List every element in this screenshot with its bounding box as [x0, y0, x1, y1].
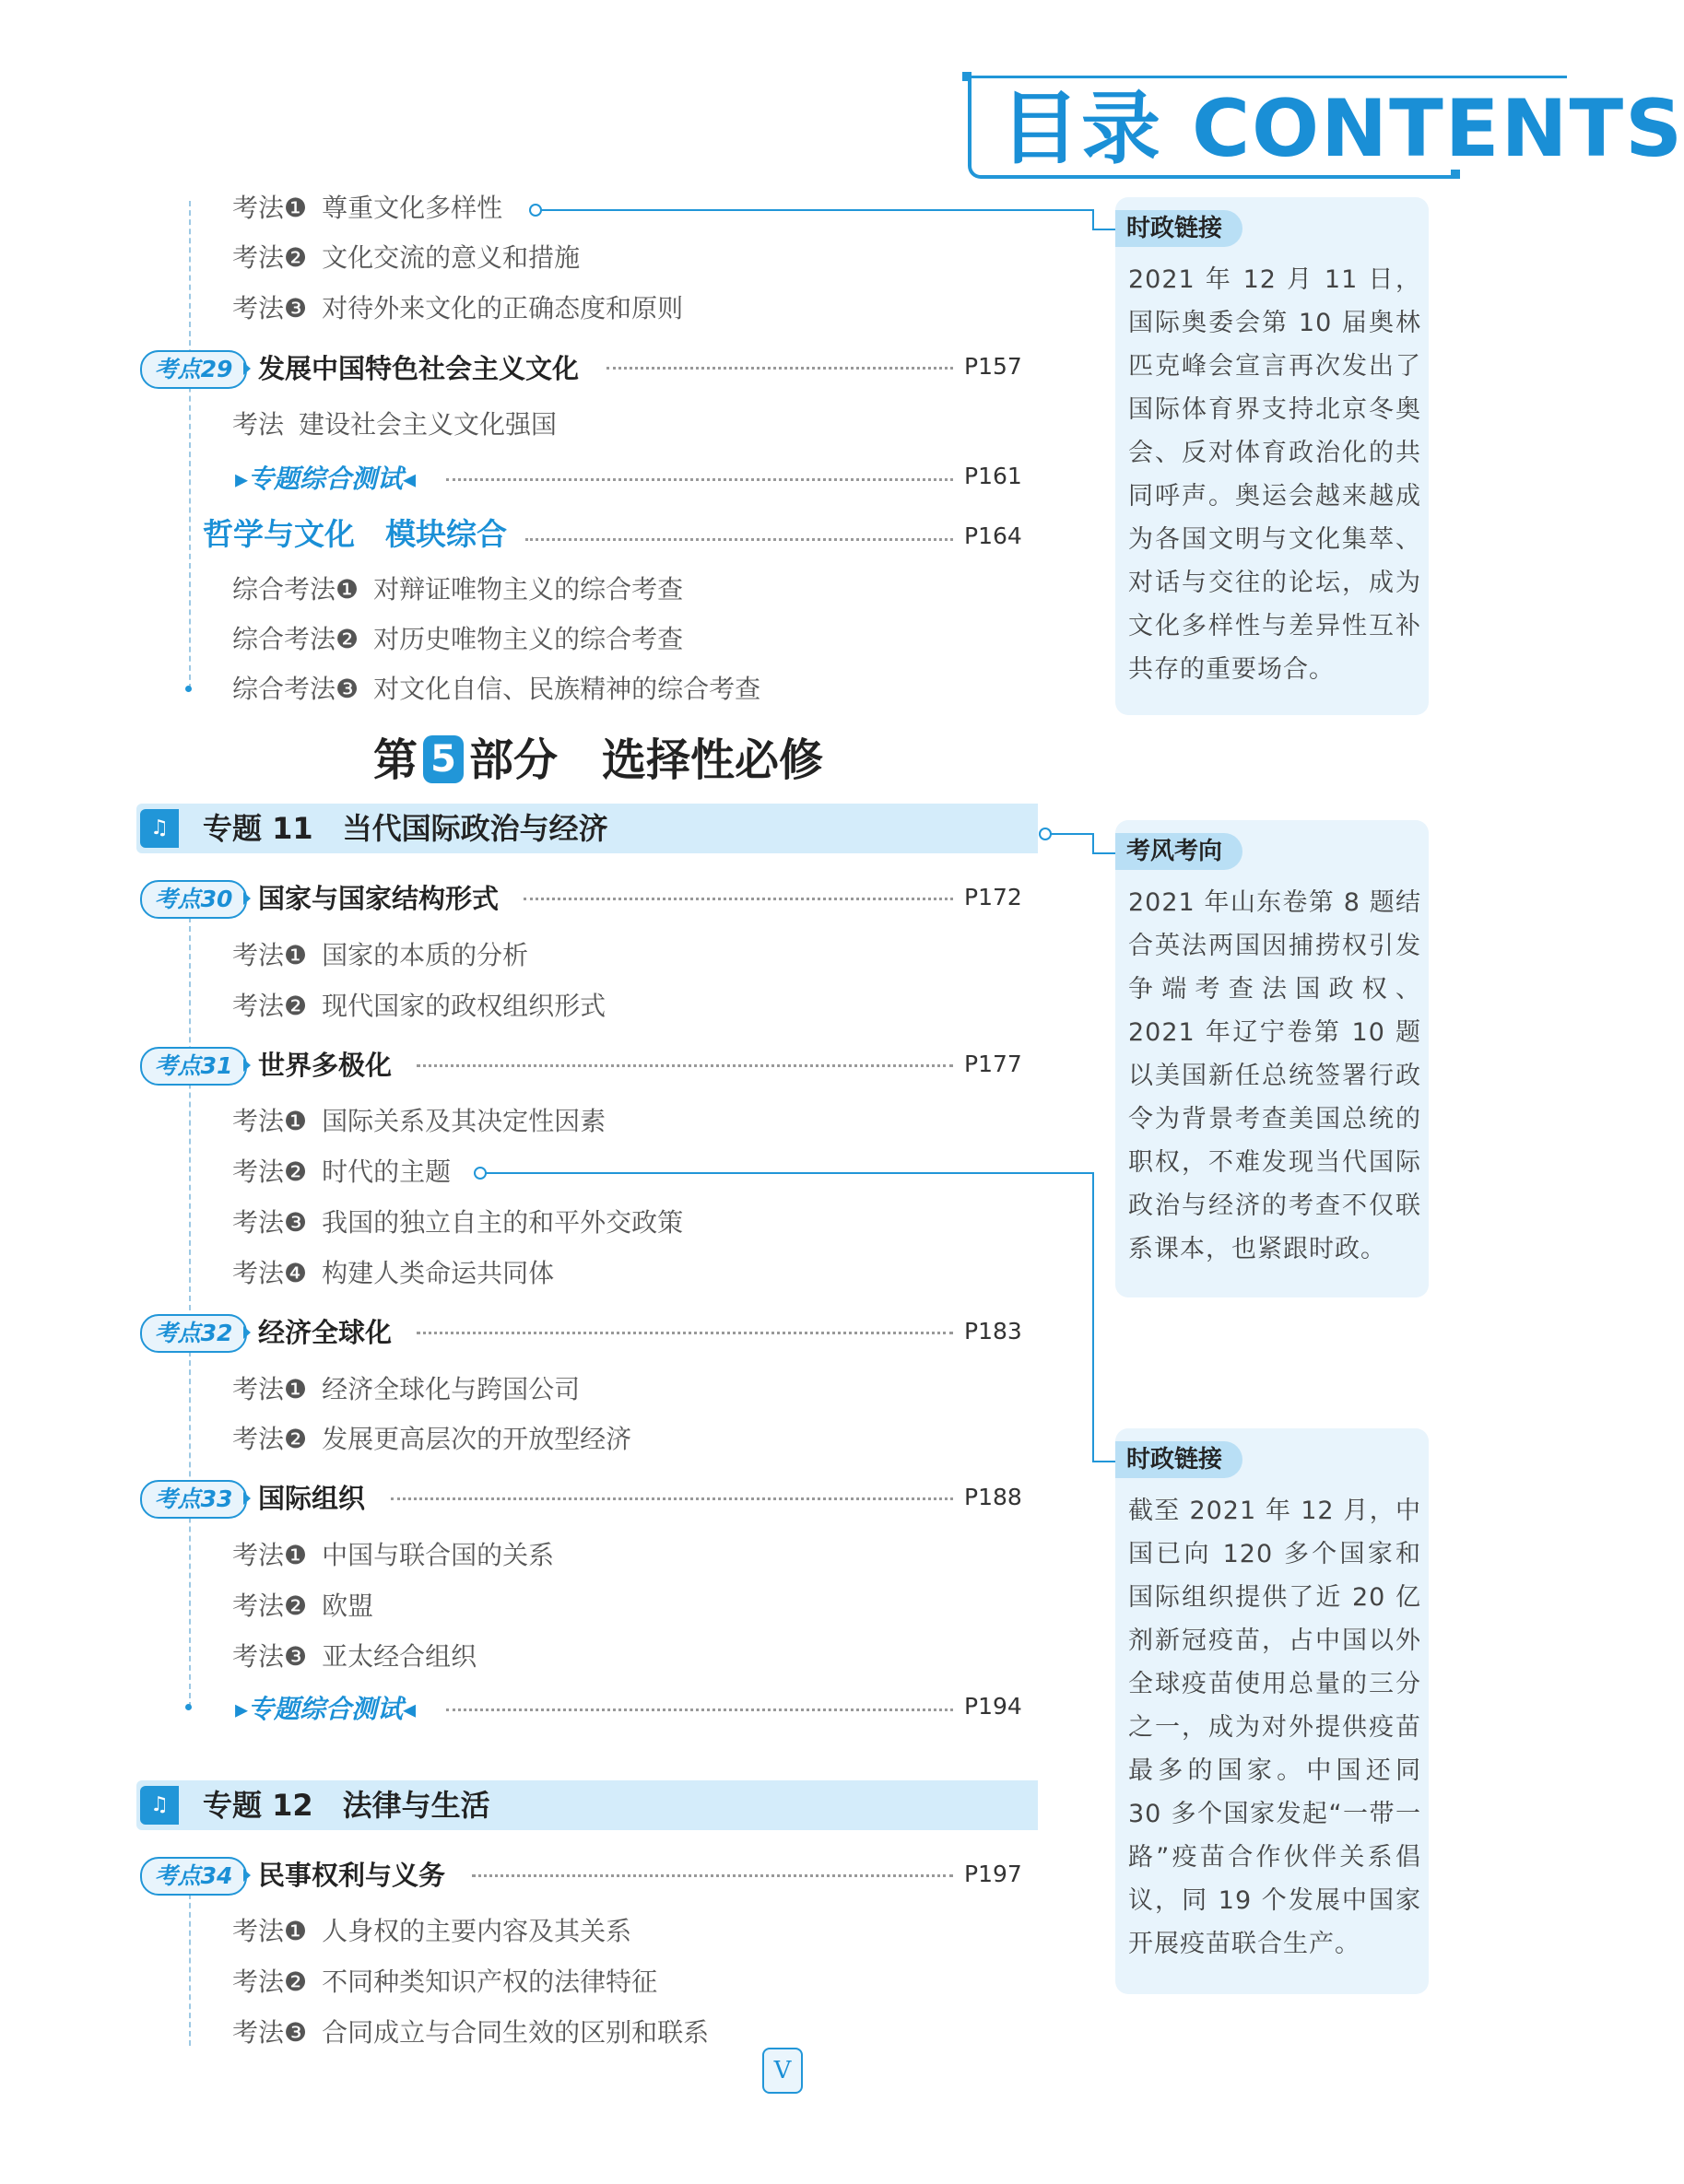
connector-line [1092, 852, 1118, 854]
connector-line [1092, 1461, 1118, 1462]
side-note-tag: 时政链接 [1115, 210, 1242, 247]
topic-test-link[interactable]: ▸专题综合测试◂ [235, 1694, 417, 1724]
list-item[interactable]: 考法❷ 文化交流的意义和措施 [232, 242, 581, 273]
arrow-icon [243, 892, 251, 905]
page-number: P183 [964, 1318, 1022, 1344]
list-item[interactable]: 考法❸ 亚太经合组织 [232, 1641, 477, 1672]
topic-band-12[interactable] [136, 1780, 1038, 1830]
list-item[interactable]: 考法❸ 对待外来文化的正确态度和原则 [232, 293, 684, 323]
list-item[interactable]: 综合考法❸ 对文化自信、民族精神的综合考查 [232, 674, 761, 704]
connector-line [485, 1172, 1093, 1174]
kp-badge: 考点30 [140, 880, 247, 919]
leader-dots [524, 898, 953, 900]
connector-line [1092, 833, 1094, 853]
leader-dots [525, 538, 953, 541]
arrow-icon [243, 1869, 251, 1882]
kp-title: 经济全球化 [258, 1317, 393, 1348]
list-item[interactable]: 考法❷ 现代国家的政权组织形式 [232, 991, 606, 1021]
kp-badge: 考点33 [140, 1480, 247, 1519]
kp-badge: 考点29 [140, 350, 247, 389]
list-item[interactable]: 考法❹ 构建人类命运共同体 [232, 1258, 555, 1288]
connector-line [1050, 833, 1092, 835]
page-number: P188 [964, 1484, 1022, 1510]
page-number-badge: V [762, 2048, 803, 2094]
page-number: P157 [964, 353, 1022, 380]
arrow-icon [243, 362, 251, 375]
page-number: P164 [964, 523, 1022, 549]
topic-icon: ♫ [140, 1786, 179, 1825]
page-number: P197 [964, 1861, 1022, 1887]
page-title: 目录 CONTENTS [1000, 83, 1684, 175]
list-item[interactable]: 考法❶ 人身权的主要内容及其关系 [232, 1916, 632, 1946]
guide-line [189, 201, 191, 689]
list-item[interactable]: 综合考法❷ 对历史唯物主义的综合考查 [232, 624, 684, 654]
module-title[interactable]: 哲学与文化 模块综合 [203, 516, 507, 552]
page-footer [751, 2044, 812, 2108]
topic-title: 专题 12 法律与生活 [203, 1788, 490, 1823]
side-note-text: 2021 年 12 月 11 日，国际奥委会第 10 届奥林匹克峰会宣言再次发出了国际体育界支持北京冬奥会、反对体育政治化的共同呼声。奥运会越来越成为各国文明与文化集萃、对话与交往的论坛，成为文化多样性与差异性互补共存的重要场合。 [1128, 265, 1421, 684]
connector-line [1092, 1172, 1094, 1462]
kp-title: 民事权利与义务 [258, 1860, 446, 1891]
leader-dots [606, 367, 953, 370]
leader-dots [472, 1874, 953, 1877]
list-item[interactable]: 考法❷ 发展更高层次的开放型经济 [232, 1424, 632, 1454]
list-item[interactable]: 考法 建设社会主义文化强国 [232, 409, 558, 440]
list-item[interactable]: 考法❷ 欧盟 [232, 1591, 374, 1621]
page-number: P194 [964, 1693, 1022, 1720]
arrow-icon [243, 1059, 251, 1072]
list-item[interactable]: 考法❶ 国际关系及其决定性因素 [232, 1106, 606, 1136]
part-heading: 第 5 部分 选择性必修 [373, 734, 824, 786]
guide-end-dot [185, 686, 192, 692]
page-number: P172 [964, 884, 1022, 910]
side-note-current-affairs [1115, 197, 1429, 715]
kp-title: 国际组织 [258, 1483, 366, 1514]
side-note-tag: 时政链接 [1115, 1441, 1242, 1478]
arrow-icon [243, 1326, 251, 1339]
kp-badge: 考点34 [140, 1857, 247, 1896]
list-item[interactable]: 考法❸ 我国的独立自主的和平外交政策 [232, 1207, 684, 1238]
list-item[interactable]: 综合考法❶ 对辩证唯物主义的综合考查 [232, 574, 684, 605]
header-corner-mark [962, 72, 972, 81]
kp-title: 发展中国特色社会主义文化 [258, 353, 580, 384]
topic-test-link[interactable]: ▸专题综合测试◂ [235, 464, 417, 494]
leader-dots [417, 1064, 953, 1067]
side-note-current-affairs-2 [1115, 1428, 1429, 1994]
side-note-text: 2021 年山东卷第 8 题结合英法两国因捕捞权引发争端考查法国政权、2021 年辽宁卷第 10 题以美国新任总统签署行政令为背景考查美国总统的职权，不难发现当代国际政治与经济的考查不仅联系课本，也紧跟时政。 [1128, 888, 1421, 1263]
side-note-text: 截至 2021 年 12 月，中国已向 120 多个国家和国际组织提供了近 20 亿剂新冠疫苗，占中国以外全球疫苗使用总量的三分之一，成为对外提供疫苗最多的国家。中国还同 30 多个国家发起“一带一路”疫苗合作伙伴关系倡议，同 19 个发展中国家开展疫苗联合生产。 [1128, 1497, 1421, 1958]
list-item[interactable]: 考法❸ 合同成立与合同生效的区别和联系 [232, 2017, 710, 2048]
list-item[interactable]: 考法❷ 不同种类知识产权的法律特征 [232, 1967, 658, 1997]
page-number: P177 [964, 1051, 1022, 1077]
topic-title: 专题 11 当代国际政治与经济 [203, 811, 608, 846]
guide-line [189, 1885, 191, 2046]
list-item[interactable]: 考法❶ 国家的本质的分析 [232, 940, 529, 970]
leader-dots [417, 1332, 953, 1334]
guide-end-dot [185, 1704, 192, 1710]
kp-badge: 考点31 [140, 1047, 247, 1086]
connector-line [1092, 229, 1118, 230]
leader-dots [391, 1497, 953, 1500]
kp-title: 国家与国家结构形式 [258, 883, 500, 914]
topic-icon: ♫ [140, 809, 179, 848]
arrow-icon [243, 1492, 251, 1505]
leader-dots [446, 1708, 953, 1711]
leader-dots [446, 478, 953, 481]
list-item[interactable]: 考法❶ 中国与联合国的关系 [232, 1540, 555, 1570]
topic-band-11[interactable] [136, 804, 1038, 853]
kp-title: 世界多极化 [258, 1050, 393, 1081]
list-item[interactable]: 考法❶ 尊重文化多样性 [232, 193, 503, 223]
side-note-tag: 考风考向 [1115, 833, 1242, 870]
connector-line [1092, 209, 1094, 229]
page-number: P161 [964, 463, 1022, 489]
connector-line [540, 209, 1093, 211]
side-note-exam-trend [1115, 820, 1429, 1297]
list-item[interactable]: 考法❶ 经济全球化与跨国公司 [232, 1374, 581, 1404]
guide-line [189, 908, 191, 1708]
part-number: 5 [423, 735, 464, 783]
list-item[interactable]: 考法❷ 时代的主题 [232, 1157, 452, 1187]
kp-badge: 考点32 [140, 1314, 247, 1353]
